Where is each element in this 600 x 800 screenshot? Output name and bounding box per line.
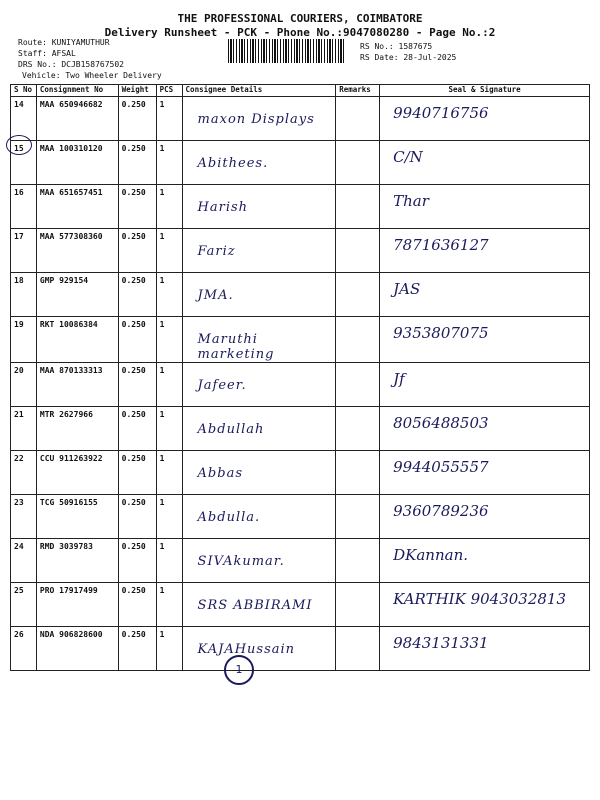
row-consignee: [182, 229, 336, 273]
row-consignee: [182, 141, 336, 185]
row-weight: 0.250: [118, 273, 156, 317]
row-consignee: [182, 495, 336, 539]
table-row: [11, 229, 590, 273]
row-weight: 0.250: [118, 451, 156, 495]
row-remarks: [336, 539, 380, 583]
signature-handwriting: 9353807075: [393, 324, 489, 342]
consignee-handwriting: KAJAHussain: [197, 642, 296, 657]
row-remarks: [336, 97, 380, 141]
row-sno: 20: [11, 363, 37, 407]
table-row: [11, 627, 590, 671]
table-row: [11, 363, 590, 407]
drs-number: DRS No.: DCJB158767502: [18, 60, 124, 69]
row-signature: [380, 229, 590, 273]
row-weight: 0.250: [118, 229, 156, 273]
row-weight: 0.250: [118, 627, 156, 671]
row-pcs: 1: [156, 317, 182, 363]
consignee-handwriting: Fariz: [197, 244, 236, 259]
row-signature: [380, 363, 590, 407]
row-consignee: [182, 583, 336, 627]
col-sno: S No: [11, 85, 37, 97]
row-consignment: MAA 651657451: [36, 185, 118, 229]
table-header: [11, 85, 590, 97]
row-consignment: RMD 3039783: [36, 539, 118, 583]
row-pcs: 1: [156, 141, 182, 185]
signature-handwriting: JAS: [393, 280, 421, 298]
row-consignment: MAA 870133313: [36, 363, 118, 407]
consignee-handwriting: Abbas: [197, 466, 244, 481]
table-row: [11, 407, 590, 451]
signature-handwriting: 9944055557: [393, 458, 489, 476]
row-weight: 0.250: [118, 363, 156, 407]
row-consignment: TCG 50916155: [36, 495, 118, 539]
row-pcs: 1: [156, 273, 182, 317]
row-remarks: [336, 229, 380, 273]
row-consignee: [182, 451, 336, 495]
col-consignee: Consignee Details: [182, 85, 336, 97]
row-signature: [380, 273, 590, 317]
row-signature: [380, 317, 590, 363]
row-pcs: 1: [156, 583, 182, 627]
row-signature: [380, 583, 590, 627]
consignee-handwriting: JMA.: [197, 288, 234, 303]
row-consignee: [182, 539, 336, 583]
row-remarks: [336, 273, 380, 317]
consignee-handwriting: Maruthi marketing: [197, 332, 275, 362]
row-remarks: [336, 451, 380, 495]
signature-handwriting: 8056488503: [393, 414, 489, 432]
row-sno: 19: [11, 317, 37, 363]
row-consignee: [182, 627, 336, 671]
row-sno: 25: [11, 583, 37, 627]
consignee-handwriting: Jafeer.: [197, 378, 247, 393]
signature-handwriting: Thar: [393, 192, 429, 210]
signature-handwriting: 9843131331: [393, 634, 489, 652]
table-row: [11, 539, 590, 583]
consignee-handwriting: Abdullah: [197, 422, 265, 437]
row-consignment: GMP 929154: [36, 273, 118, 317]
row-sno: 24: [11, 539, 37, 583]
row-weight: 0.250: [118, 97, 156, 141]
row-signature: [380, 185, 590, 229]
staff: Staff: AFSAL: [18, 49, 76, 58]
table-row: [11, 451, 590, 495]
signature-handwriting: Jf: [393, 370, 405, 388]
row-remarks: [336, 363, 380, 407]
row-signature: [380, 407, 590, 451]
row-sno: 21: [11, 407, 37, 451]
row-sno: 14: [11, 97, 37, 141]
table-row: [11, 97, 590, 141]
row-consignment: MAA 650946682: [36, 97, 118, 141]
circle-mark-row-15: [6, 135, 32, 155]
col-weight: Weight: [118, 85, 156, 97]
row-signature: [380, 539, 590, 583]
row-consignment: RKT 10086384: [36, 317, 118, 363]
row-consignment: MAA 577308360: [36, 229, 118, 273]
row-sno: 18: [11, 273, 37, 317]
row-pcs: 1: [156, 627, 182, 671]
consignee-handwriting: maxon Displays: [197, 112, 315, 127]
row-consignment: CCU 911263922: [36, 451, 118, 495]
row-pcs: 1: [156, 363, 182, 407]
row-consignee: [182, 407, 336, 451]
row-consignee: [182, 97, 336, 141]
row-sno: 17: [11, 229, 37, 273]
table-row: [11, 185, 590, 229]
row-weight: 0.250: [118, 185, 156, 229]
runsheet-subtitle: Delivery Runsheet - PCK - Phone No.:9047080280 - Page No.:2: [104, 26, 496, 39]
row-consignee: [182, 273, 336, 317]
row-remarks: [336, 583, 380, 627]
row-consignment: PRO 17917499: [36, 583, 118, 627]
col-consignment: Consignment No: [36, 85, 118, 97]
table-row: [11, 495, 590, 539]
row-weight: 0.250: [118, 407, 156, 451]
row-remarks: [336, 407, 380, 451]
row-weight: 0.250: [118, 141, 156, 185]
row-sno: 23: [11, 495, 37, 539]
row-signature: [380, 97, 590, 141]
row-sno: 26: [11, 627, 37, 671]
signature-handwriting: C/N: [393, 148, 423, 166]
row-pcs: 1: [156, 407, 182, 451]
row-pcs: 1: [156, 185, 182, 229]
table-row: [11, 317, 590, 363]
row-consignee: [182, 363, 336, 407]
table-row: [11, 273, 590, 317]
row-consignee: [182, 185, 336, 229]
row-sno: 15: [11, 141, 37, 185]
row-weight: 0.250: [118, 317, 156, 363]
rs-number: RS No.: 1587675: [360, 42, 433, 51]
row-pcs: 1: [156, 539, 182, 583]
row-consignment: MTR 2627966: [36, 407, 118, 451]
row-weight: 0.250: [118, 495, 156, 539]
signature-handwriting: 9360789236: [393, 502, 489, 520]
row-pcs: 1: [156, 451, 182, 495]
row-signature: [380, 627, 590, 671]
row-remarks: [336, 317, 380, 363]
signature-handwriting: DKannan.: [393, 546, 468, 564]
signature-handwriting: 7871636127: [393, 236, 489, 254]
row-consignment: NDA 906828600: [36, 627, 118, 671]
consignee-handwriting: Abdulla.: [197, 510, 261, 525]
consignee-handwriting: SRS ABBIRAMI: [197, 598, 313, 613]
row-pcs: 1: [156, 495, 182, 539]
row-consignment: MAA 100310120: [36, 141, 118, 185]
row-remarks: [336, 185, 380, 229]
col-remarks: Remarks: [336, 85, 380, 97]
row-signature: [380, 495, 590, 539]
signature-handwriting: KARTHIK 9043032813: [393, 590, 567, 608]
consignee-handwriting: SIVAkumar.: [197, 554, 285, 569]
table-row: [11, 141, 590, 185]
row-signature: [380, 451, 590, 495]
row-pcs: 1: [156, 97, 182, 141]
barcode: [228, 39, 346, 63]
col-signature: Seal & Signature: [380, 85, 590, 97]
consignee-handwriting: Abithees.: [197, 156, 269, 171]
row-weight: 0.250: [118, 583, 156, 627]
row-remarks: [336, 627, 380, 671]
row-remarks: [336, 495, 380, 539]
row-weight: 0.250: [118, 539, 156, 583]
row-signature: [380, 141, 590, 185]
route: Route: KUNIYAMUTHUR: [18, 38, 110, 47]
table-row: [11, 583, 590, 627]
col-pcs: PCS: [156, 85, 182, 97]
row-pcs: 1: [156, 229, 182, 273]
row-sno: 16: [11, 185, 37, 229]
consignee-handwriting: Harish: [197, 200, 249, 215]
runsheet-table: [10, 84, 590, 671]
vehicle: Vehicle: Two Wheeler Delivery: [22, 71, 162, 80]
row-consignee: [182, 317, 336, 363]
circled-mark: 1: [224, 655, 254, 685]
rs-date: RS Date: 28-Jul-2025: [360, 53, 457, 62]
company-title: THE PROFESSIONAL COURIERS, COIMBATORE: [177, 12, 423, 25]
row-sno: 22: [11, 451, 37, 495]
signature-handwriting: 9940716756: [393, 104, 489, 122]
row-remarks: [336, 141, 380, 185]
